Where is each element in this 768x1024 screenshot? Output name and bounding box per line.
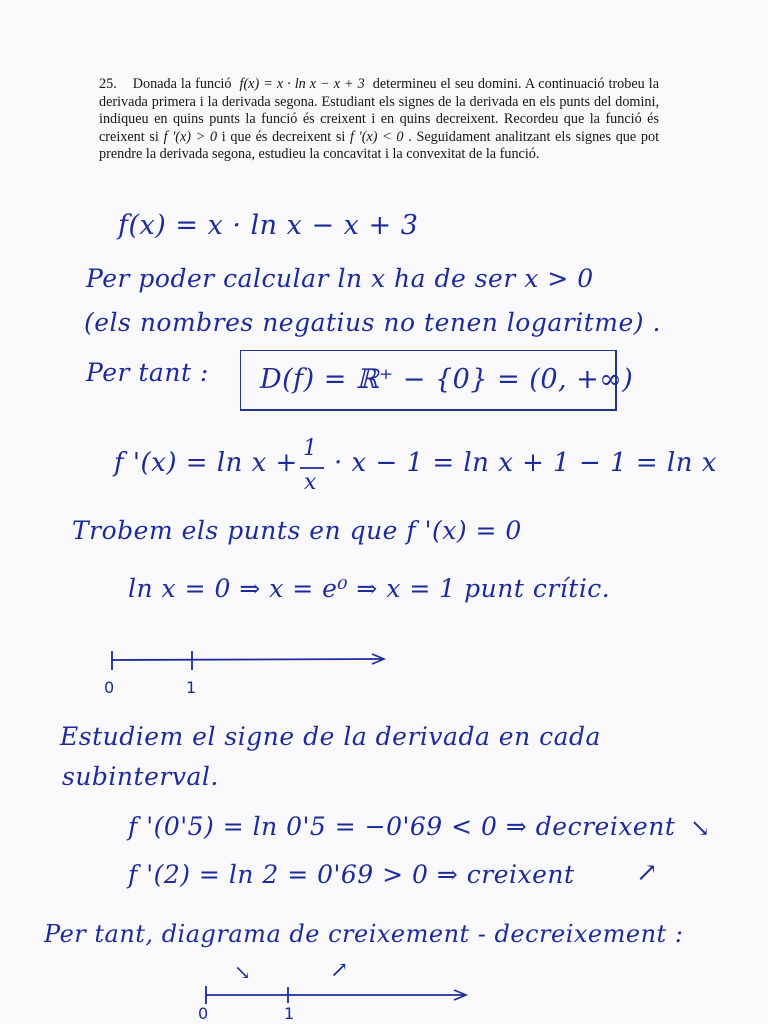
sign-study-line: Estudiem el signe de la derivada en cada xyxy=(60,722,601,751)
condition-decreasing: f '(x) < 0 xyxy=(350,128,404,145)
diagram-increasing-arrow-icon: ↗ xyxy=(330,958,349,983)
diagram-label-0: 0 xyxy=(198,1004,209,1023)
domain-result: D(f) = ℝ⁺ − {0} = (0, +∞) xyxy=(260,364,634,395)
diagram-label-1: 1 xyxy=(284,1004,295,1023)
problem-function: f(x) = x · ln x − x + 3 xyxy=(239,76,365,92)
decreasing-arrow-icon: ↘ xyxy=(690,814,711,842)
problem-text-1: determineu el seu domini. A continuació trobeu la derivada primera i la derivada segona. Estudiant els signes de la derivada en els punts del domini, indiqueu en quins punts la funció és creixent i en quins decreixent. Recordeu que la funció és creixent si xyxy=(99,76,660,145)
domain-reason-line: Per poder calcular ln x ha de ser x > 0 xyxy=(86,264,594,293)
fraction-numerator: 1 xyxy=(303,436,318,461)
number-line-critical xyxy=(104,646,394,676)
function-definition: f(x) = x · ln x − x + 3 xyxy=(118,210,419,241)
fraction-denominator: x xyxy=(304,470,317,495)
number-line-monotonicity xyxy=(198,982,478,1008)
monotonicity-diagram-heading: Per tant, diagrama de creixement - decreixement : xyxy=(44,920,684,948)
therefore-label: Per tant : xyxy=(86,358,209,387)
number-line-label-1: 1 xyxy=(186,678,197,697)
problem-text-2: i que és decreixent si xyxy=(221,128,346,145)
negative-log-note: (els nombres negatius no tenen logaritme) . xyxy=(84,308,661,337)
derivative-at-half: f '(0'5) = ln 0'5 = −0'69 < 0 ⇒ decreixent xyxy=(128,812,676,841)
condition-increasing: f '(x) > 0 xyxy=(163,128,218,145)
critical-point-line: ln x = 0 ⇒ x = e⁰ ⇒ x = 1 punt crític. xyxy=(128,574,611,603)
first-derivative-lhs: f '(x) = ln x + xyxy=(114,448,298,478)
subinterval-line: subinterval. xyxy=(62,762,219,791)
problem-number: 25. xyxy=(99,76,117,92)
critical-points-heading: Trobem els punts en que f '(x) = 0 xyxy=(72,516,522,545)
problem-intro: Donada la funció xyxy=(132,76,232,92)
derivative-at-two: f '(2) = ln 2 = 0'69 > 0 ⇒ creixent xyxy=(128,860,575,889)
diagram-decreasing-arrow-icon: ↘ xyxy=(234,960,252,984)
problem-statement xyxy=(99,76,659,164)
number-line-label-0: 0 xyxy=(104,678,115,697)
increasing-arrow-icon: ↗ xyxy=(636,858,659,888)
first-derivative-rhs: · x − 1 = ln x + 1 − 1 = ln x xyxy=(334,448,717,478)
problem-text-3: . Seguidament analitzant els signes que pot prendre la derivada segona, estudieu la concavitat i la convexitat de la funció. xyxy=(99,128,660,163)
